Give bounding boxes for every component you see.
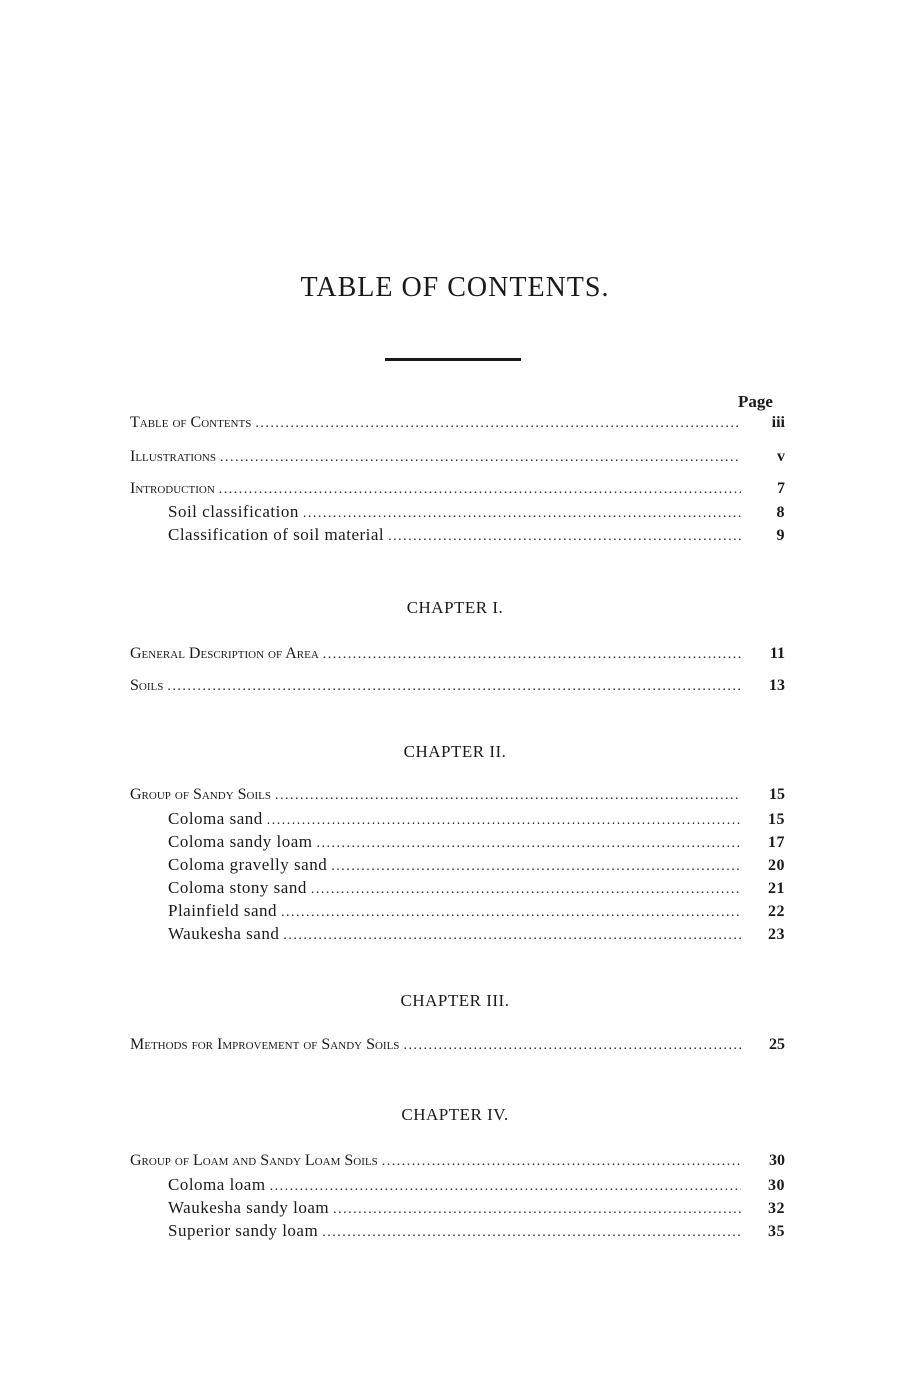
toc-entry-label: Coloma stony sand [168, 878, 307, 897]
toc-entry-page: 35 [768, 1223, 785, 1240]
toc-entry-label: Soils [130, 677, 164, 694]
dot-leader [322, 1225, 741, 1241]
dot-leader [333, 1202, 741, 1218]
dot-leader [281, 905, 741, 921]
dot-leader [311, 882, 741, 898]
toc-entry-label: Group of Sandy Soils [130, 786, 271, 803]
toc-entry-page: 30 [768, 1177, 785, 1194]
toc-entry-label: Illustrations [130, 448, 216, 465]
toc-entry-page: 15 [768, 811, 785, 828]
toc-entry-page: iii [771, 414, 785, 431]
toc-entry-page: 17 [768, 834, 785, 851]
page-column-heading: Page [738, 392, 773, 411]
toc-entry-label: Waukesha sandy loam [168, 1198, 330, 1217]
toc-entry-introduction[interactable] [130, 480, 785, 502]
toc-entry-page: 13 [769, 677, 785, 694]
dot-leader [316, 836, 741, 852]
dot-leader [219, 482, 741, 498]
toc-entry-superior-sandy-loam[interactable] [168, 1221, 785, 1243]
toc-entry-page: 21 [768, 880, 785, 897]
toc-entry-page: 32 [768, 1200, 785, 1217]
toc-entry-label: Superior sandy loam [168, 1221, 319, 1240]
dot-leader [323, 647, 741, 663]
toc-entry-label: Group of Loam and Sandy Loam Soils [130, 1152, 378, 1169]
toc-entry-page: v [777, 448, 785, 465]
dot-leader [255, 416, 741, 432]
toc-entry-methods-for-improvement[interactable] [130, 1036, 785, 1058]
toc-entry-label: Coloma sandy loam [168, 832, 313, 851]
toc-entry-coloma-loam[interactable] [168, 1175, 785, 1197]
dot-leader [403, 1038, 741, 1054]
dot-leader [267, 813, 741, 829]
toc-entry-label: Classification of soil material [168, 525, 385, 544]
toc-entry-page: 11 [769, 645, 785, 662]
toc-entry-label: Coloma gravelly sand [168, 855, 328, 874]
toc-entry-soil-classification[interactable] [168, 502, 785, 524]
toc-entry-coloma-sandy-loam[interactable] [168, 832, 785, 854]
toc-entry-page: 30 [769, 1152, 785, 1169]
chapter-heading: CHAPTER IV. [401, 1105, 509, 1124]
toc-entry-label: General Description of Area [130, 645, 319, 662]
toc-entry-label: Soil classification [168, 502, 299, 521]
toc-entry-label: Coloma sand [168, 809, 263, 828]
dot-leader [167, 679, 741, 695]
toc-entry-coloma-sand[interactable] [168, 809, 785, 831]
dot-leader [388, 529, 741, 545]
toc-entry-page: 15 [769, 786, 785, 803]
toc-entry-group-of-sandy-soils[interactable] [130, 786, 785, 808]
toc-entry-classification-of-soil-material[interactable] [168, 525, 785, 547]
toc-entry-label: Coloma loam [168, 1175, 266, 1194]
dot-leader [331, 859, 741, 875]
page-title: TABLE OF CONTENTS. [300, 272, 610, 303]
toc-entry-label: Methods for Improvement of Sandy Soils [130, 1036, 400, 1053]
toc-entry-waukesha-sandy-loam[interactable] [168, 1198, 785, 1220]
toc-entry-page: 9 [776, 527, 785, 544]
toc-entry-waukesha-sand[interactable] [168, 924, 785, 946]
toc-entry-soils[interactable] [130, 677, 785, 699]
title-rule [385, 358, 521, 361]
dot-leader [270, 1179, 741, 1195]
toc-entry-label: Waukesha sand [168, 924, 280, 943]
toc-entry-page: 22 [768, 903, 785, 920]
dot-leader [283, 928, 741, 944]
dot-leader [220, 450, 741, 466]
chapter-heading: CHAPTER II. [403, 742, 507, 761]
toc-entry-page: 7 [777, 480, 785, 497]
toc-entry-page: 25 [769, 1036, 785, 1053]
chapter-heading: CHAPTER III. [400, 991, 510, 1010]
toc-entry-label: Introduction [130, 480, 215, 497]
chapter-heading: CHAPTER I. [406, 598, 504, 617]
toc-entry-page: 20 [768, 857, 785, 874]
dot-leader [382, 1154, 741, 1170]
toc-entry-illustrations[interactable] [130, 448, 785, 470]
toc-entry-general-description[interactable] [130, 645, 785, 667]
toc-entry-coloma-stony-sand[interactable] [168, 878, 785, 900]
toc-entry-table-of-contents[interactable] [130, 414, 785, 436]
toc-entry-label: Table of Contents [130, 414, 252, 431]
toc-entry-label: Plainfield sand [168, 901, 278, 920]
toc-entry-plainfield-sand[interactable] [168, 901, 785, 923]
dot-leader [303, 506, 741, 522]
toc-entry-page: 8 [776, 504, 785, 521]
toc-entry-coloma-gravelly-sand[interactable] [168, 855, 785, 877]
toc-entry-page: 23 [768, 926, 785, 943]
toc-entry-group-of-loam-soils[interactable] [130, 1152, 785, 1174]
dot-leader [275, 788, 741, 804]
